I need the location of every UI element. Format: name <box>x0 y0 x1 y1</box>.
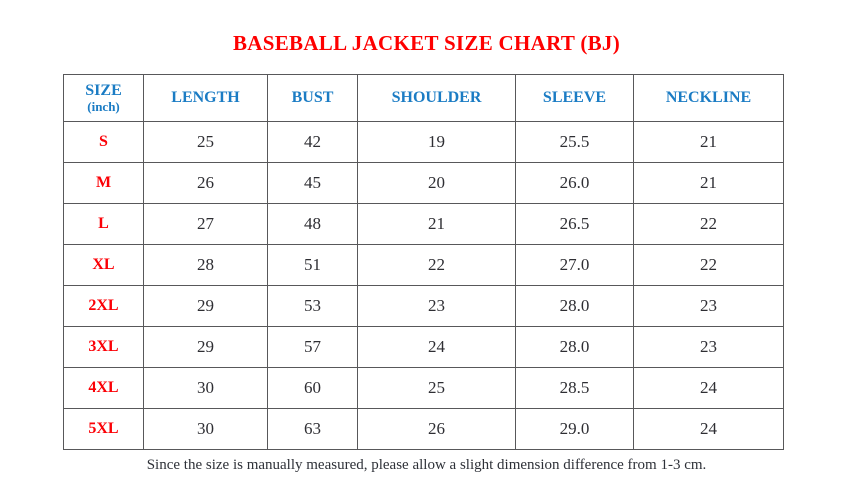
header-cell-shoulder: SHOULDER <box>358 75 516 122</box>
header-cell-neckline: NECKLINE <box>634 75 784 122</box>
cell-sleeve: 28.0 <box>516 327 634 368</box>
cell-bust: 57 <box>268 327 358 368</box>
cell-length: 25 <box>144 122 268 163</box>
cell-sleeve: 28.0 <box>516 286 634 327</box>
cell-sleeve: 29.0 <box>516 409 634 450</box>
cell-shoulder: 21 <box>358 204 516 245</box>
header-size-unit: (inch) <box>87 98 120 114</box>
table-header-row <box>64 75 784 122</box>
size-label: 2XL <box>64 286 144 327</box>
cell-sleeve: 27.0 <box>516 245 634 286</box>
size-chart-table <box>63 74 784 450</box>
cell-shoulder: 25 <box>358 368 516 409</box>
cell-neckline: 24 <box>634 409 784 450</box>
size-label: XL <box>64 245 144 286</box>
cell-bust: 42 <box>268 122 358 163</box>
cell-neckline: 22 <box>634 204 784 245</box>
cell-sleeve: 26.0 <box>516 163 634 204</box>
cell-length: 29 <box>144 327 268 368</box>
header-cell-bust: BUST <box>268 75 358 122</box>
cell-length: 29 <box>144 286 268 327</box>
cell-length: 26 <box>144 163 268 204</box>
header-size-label: SIZE <box>85 82 122 100</box>
cell-sleeve: 25.5 <box>516 122 634 163</box>
header-cell-size <box>64 75 144 122</box>
size-label: 4XL <box>64 368 144 409</box>
table-row-s <box>64 122 784 163</box>
cell-shoulder: 20 <box>358 163 516 204</box>
cell-neckline: 21 <box>634 163 784 204</box>
cell-neckline: 23 <box>634 327 784 368</box>
cell-neckline: 24 <box>634 368 784 409</box>
table-row-xl <box>64 245 784 286</box>
header-cell-length: LENGTH <box>144 75 268 122</box>
cell-length: 28 <box>144 245 268 286</box>
cell-shoulder: 24 <box>358 327 516 368</box>
size-label: 5XL <box>64 409 144 450</box>
cell-length: 30 <box>144 368 268 409</box>
cell-shoulder: 22 <box>358 245 516 286</box>
table-row-3xl <box>64 327 784 368</box>
cell-bust: 51 <box>268 245 358 286</box>
cell-neckline: 23 <box>634 286 784 327</box>
cell-neckline: 22 <box>634 245 784 286</box>
size-label: L <box>64 204 144 245</box>
size-label: 3XL <box>64 327 144 368</box>
cell-sleeve: 28.5 <box>516 368 634 409</box>
cell-bust: 60 <box>268 368 358 409</box>
cell-neckline: 21 <box>634 122 784 163</box>
table-row-5xl <box>64 409 784 450</box>
table-row-2xl <box>64 286 784 327</box>
cell-shoulder: 19 <box>358 122 516 163</box>
cell-length: 27 <box>144 204 268 245</box>
table-row-m <box>64 163 784 204</box>
cell-bust: 53 <box>268 286 358 327</box>
size-label: S <box>64 122 144 163</box>
table-row-l <box>64 204 784 245</box>
cell-shoulder: 26 <box>358 409 516 450</box>
cell-bust: 48 <box>268 204 358 245</box>
header-cell-sleeve: SLEEVE <box>516 75 634 122</box>
measurement-disclaimer: Since the size is manually measured, please allow a slight dimension difference from 1-3 cm. <box>146 457 707 473</box>
table-row-4xl <box>64 368 784 409</box>
cell-sleeve: 26.5 <box>516 204 634 245</box>
cell-bust: 45 <box>268 163 358 204</box>
cell-shoulder: 23 <box>358 286 516 327</box>
page-title: BASEBALL JACKET SIZE CHART (BJ) <box>232 31 621 55</box>
cell-bust: 63 <box>268 409 358 450</box>
cell-length: 30 <box>144 409 268 450</box>
size-label: M <box>64 163 144 204</box>
